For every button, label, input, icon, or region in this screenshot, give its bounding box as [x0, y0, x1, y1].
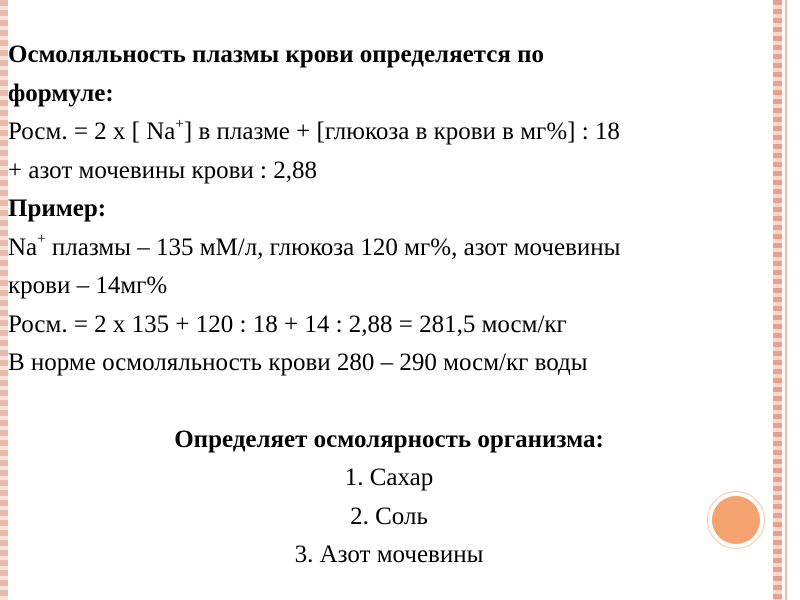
heading-line-1: Осмоляльность плазмы крови определяется по	[8, 41, 545, 68]
formula-line-1-superscript: +	[175, 115, 184, 132]
heading-line-2: формуле:	[8, 79, 114, 107]
formula-line-2: + азот мочевины крови : 2,88	[8, 156, 317, 184]
example-line-1-start: Na	[8, 233, 38, 261]
slide-content	[8, 36, 770, 575]
example-line-1-superscript: +	[37, 231, 46, 248]
spacer	[8, 383, 770, 421]
right-decorative-stripe	[773, 0, 782, 600]
determines-title: Определяет осмолярность организма:	[174, 425, 604, 453]
left-decorative-stripe	[0, 0, 8, 600]
formula-line-1-end: ] в плазме + [глюкоза в крови в мг%] : 18	[183, 118, 620, 145]
formula-line-1	[8, 113, 770, 152]
determines-item-1: 1. Сахар	[344, 464, 434, 491]
example-calculation: Росм. = 2 х 135 + 120 : 18 + 14 : 2,88 = 281,5 мосм/кг	[8, 310, 567, 338]
example-line-1-end: плазмы – 135 мМ/л, глюкоза 120 мг%, азот мочевины	[45, 233, 621, 261]
example-label: Пример:	[8, 195, 107, 222]
example-line-1	[8, 229, 770, 268]
right-decorative-line	[785, 0, 787, 600]
formula-line-1-start: Росм. = 2 х [ Na	[8, 118, 176, 145]
example-line-2: крови – 14мг%	[8, 272, 168, 299]
determines-item-2: 2. Соль	[350, 502, 428, 530]
norm-line: В норме осмоляльность крови 280 – 290 мосм/кг воды	[8, 349, 588, 376]
determines-item-3: 3. Азот мочевины	[294, 541, 484, 568]
